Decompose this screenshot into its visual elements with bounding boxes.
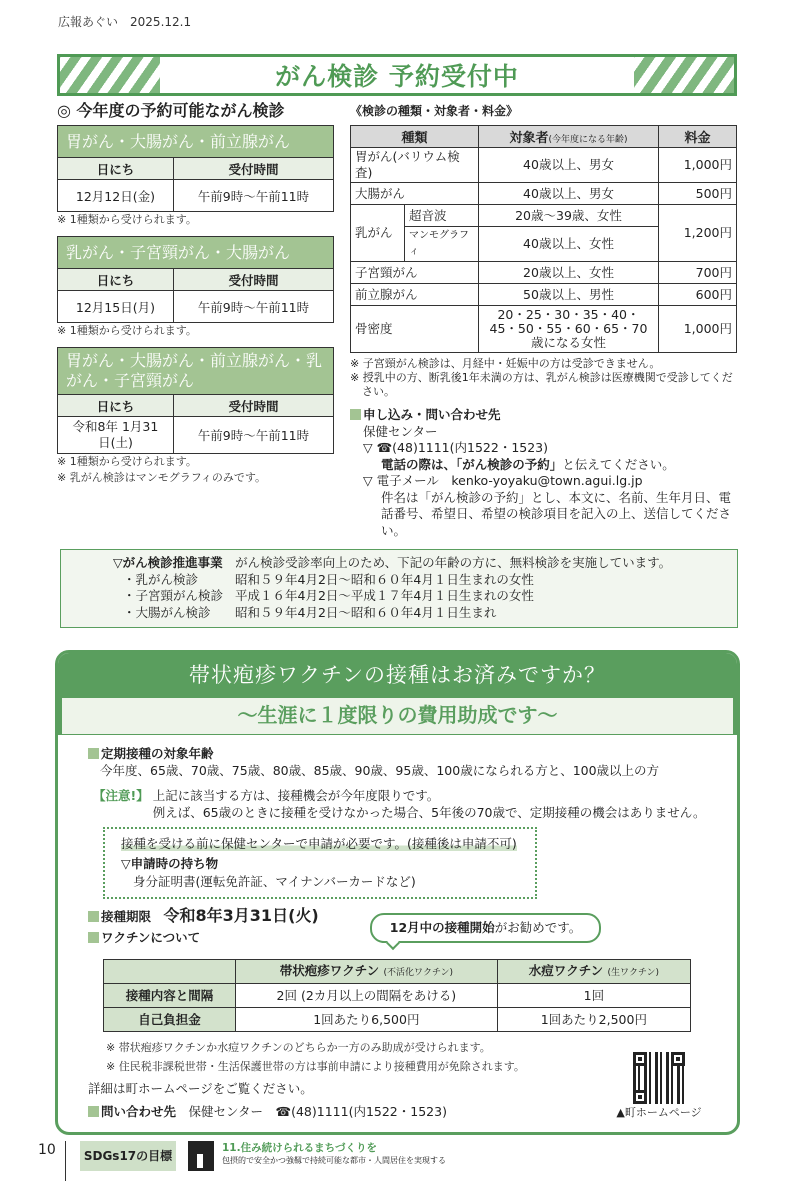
fee-column (350, 101, 741, 539)
promo-item-name: ・大腸がん検診 (123, 604, 211, 620)
footer (38, 1141, 793, 1181)
session-2 (57, 236, 334, 339)
table-row (351, 306, 737, 353)
session-time: 午前9時～午前11時 (173, 180, 333, 212)
contact-phone: ▽ ☎(48)1111(内1522・1523) (363, 440, 549, 455)
col-vaccine-name: 水痘ワクチン (528, 962, 604, 978)
session-date: 令和8年 1月31日(土) (58, 417, 174, 454)
cell-fee: 1,200円 (659, 205, 737, 262)
publication-name: 広報あぐい (58, 15, 119, 29)
email-note: 件名は「がん検診の予約」とし、本文に、名前、生年月日、電話番号、希望日、希望の検診項目を記入の上、送信してください。 (381, 489, 732, 538)
apply-note: 接種を受ける前に保健センターで申請が必要です。(接種後は申請不可) (121, 836, 517, 851)
session-note: ※ 1種類から受けられます。 (57, 324, 197, 337)
session-date: 12月12日(金) (58, 180, 174, 212)
goal-title: 11.住み続けられるまちづくりを (222, 1142, 377, 1154)
table-row (104, 1008, 691, 1032)
square-bullet-icon (88, 932, 99, 943)
promo-item-range: 昭和５９年4月2日～昭和６０年4月１日生まれの女性 (235, 571, 534, 587)
stripe-decoration (634, 57, 734, 93)
session-title: 胃がん・大腸がん・前立腺がん・乳がん・子宮頸がん (58, 348, 334, 395)
cell-target: 20歳以上、女性 (479, 262, 659, 284)
deadline-date: 令和8年3月31日(火) (163, 906, 319, 925)
qr-block (609, 1052, 709, 1120)
speech-bubble (370, 913, 601, 943)
cell-fee: 500円 (659, 183, 737, 205)
col-date: 日にち (58, 269, 174, 291)
qr-code[interactable] (633, 1052, 685, 1104)
session-title: 乳がん・子宮頸がん・大腸がん (58, 237, 334, 269)
vaccine-heading: ワクチンについて (101, 930, 201, 945)
cell-fee: 700円 (659, 262, 737, 284)
shingles-contact: 保健センター ☎(48)1111(内1522・1523) (188, 1104, 447, 1119)
cell-target: 20歳～39歳、女性 (479, 205, 659, 227)
col-date: 日にち (58, 395, 174, 417)
contact-email[interactable]: ▽ 電子メール kenko-yoyaku@town.agui.lg.jp (363, 473, 643, 488)
table-row (351, 205, 737, 227)
sdgs-label: SDGs17の目標 (80, 1141, 176, 1171)
shingles-subtitle: ～生涯に１度限りの費用助成です～ (58, 698, 737, 735)
cell-fee: 600円 (659, 284, 737, 306)
session-title: 胃がん・大腸がん・前立腺がん (58, 126, 334, 158)
promo-item-name: ・乳がん検診 (123, 571, 199, 587)
contact-label: 問い合わせ先 (101, 1104, 177, 1119)
fee-note: ※ 子宮頸がん検診は、月経中・妊娠中の方は受診できません。 (350, 357, 661, 370)
col-target-note: (今年度になる年齢) (548, 135, 628, 145)
qr-caption: ▲町ホームページ (616, 1106, 702, 1119)
phone-note-bold: 電話の際は、「がん検診の予約」 (381, 456, 563, 472)
promo-item (113, 588, 729, 605)
schedule-heading: ◎ 今年度の予約可能ながん検診 (57, 101, 285, 120)
details-text: 詳細は町ホームページをご覧ください。 (88, 1081, 313, 1096)
bubble-bold: 12月中の接種開始 (389, 920, 495, 935)
col-vaccine-note: (不活化ワクチン) (383, 967, 454, 978)
promo-desc: がん検診受診率向上のため、下記の年齢の方に、無料検診を実施しています。 (235, 555, 672, 570)
bring-text: 身分証明書(運転免許証、マイナンバーカードなど) (133, 874, 416, 889)
issue-date: 2025.12.1 (130, 15, 192, 29)
schedule-column (57, 101, 334, 494)
promo-box (60, 549, 738, 628)
cell-type: 子宮頸がん (351, 262, 479, 284)
bubble-tail (386, 936, 400, 950)
col-time: 受付時間 (173, 269, 333, 291)
deadline-block (88, 907, 709, 951)
fee-note: ※ 授乳中の方、断乳後1年未満の方は、乳がん検診は医療機関で受診してください。 (350, 371, 733, 398)
age-text: 今年度、65歳、70歳、75歳、80歳、85歳、90歳、95歳、100歳になられる方と、100歳以上の方 (100, 763, 660, 778)
stripe-decoration (60, 57, 160, 93)
cell-target: 50歳以上、男性 (479, 284, 659, 306)
vaccine-note: ※ 帯状疱疹ワクチンか水痘ワクチンのどちらか一方のみ助成が受けられます。 (106, 1041, 491, 1054)
col-vaccine-note: (生ワクチン) (607, 967, 660, 978)
vaccine-note: ※ 住民税非課税世帯・生活保護世帯の方は事前申請により接種費用が免除されます。 (106, 1060, 525, 1073)
session-note: ※ 乳がん検診はマンモグラフィのみです。 (57, 471, 266, 484)
promo-item (113, 605, 729, 622)
shingles-body (58, 735, 737, 1132)
cell: 1回あたり6,500円 (236, 1008, 498, 1032)
table-row (104, 984, 691, 1008)
row-label: 自己負担金 (104, 1008, 236, 1032)
cell-subtype: 超音波 (405, 205, 479, 227)
session-date: 12月15日(月) (58, 291, 174, 323)
deadline-label: 接種期限 (101, 909, 152, 924)
caution-label: 【注意!】 (93, 788, 149, 803)
row-label: 接種内容と間隔 (104, 984, 236, 1008)
bring-heading: ▽申請時の持ち物 (121, 856, 219, 871)
table-row (351, 183, 737, 205)
cell-fee: 1,000円 (659, 306, 737, 353)
cell-type: 前立腺がん (351, 284, 479, 306)
square-bullet-icon (350, 409, 361, 420)
promo-item-range: 平成１６年4月2日～平成１７年4月１日生まれの女性 (235, 588, 534, 603)
shingles-title: 帯状疱疹ワクチンの接種はお済みですか？ (58, 653, 737, 698)
session-time: 午前9時～午前11時 (173, 291, 333, 323)
caution-block (88, 787, 709, 821)
promo-title: ▽がん検診推進事業 (113, 555, 223, 570)
cell-target: 40歳以上、男女 (479, 148, 659, 183)
cell: 1回あたり2,500円 (497, 1008, 690, 1032)
cell-type: 大腸がん (351, 183, 479, 205)
cell-target: 40歳以上、男女 (479, 183, 659, 205)
session-note: ※ 1種類から受けられます。 (57, 213, 197, 226)
fee-table (350, 125, 737, 353)
caution-text: 上記に該当する方は、接種機会が今年度限りです。 (152, 788, 440, 803)
promo-item-range: 昭和５９年4月2日～昭和６０年4月１日生まれ (235, 604, 497, 620)
session-3 (57, 347, 334, 486)
contact-heading: 申し込み・問い合わせ先 (363, 407, 501, 422)
square-bullet-icon (88, 748, 99, 759)
fee-notes (350, 357, 741, 399)
sdg-11-city-icon (188, 1141, 214, 1171)
apply-box (103, 827, 537, 899)
divider (65, 1141, 66, 1181)
caution-example: 例えば、65歳のときに接種を受けなかった場合、5年後の70歳で、定期接種の機会はありません。 (152, 805, 706, 820)
session-1 (57, 125, 334, 228)
col-fee: 料金 (659, 126, 737, 148)
cell-target: 40歳以上、女性 (479, 227, 659, 262)
promo-item (113, 572, 729, 589)
banner-title: がん検診 予約受付中 (275, 62, 519, 91)
phone-note: と伝えてください。 (562, 456, 675, 472)
table-row (351, 148, 737, 183)
cell: 2回 (2カ月以上の間隔をあける) (236, 984, 498, 1008)
cell-type: 乳がん (351, 205, 405, 262)
cell-fee: 1,000円 (659, 148, 737, 183)
col-time: 受付時間 (173, 158, 333, 180)
contact-block (350, 407, 741, 539)
cell-type: 骨密度 (351, 306, 479, 353)
goal-desc: 包摂的で安全かつ強靱で持続可能な都市・人間居住を実現する (222, 1156, 446, 1165)
top-columns (57, 101, 741, 539)
cell: 1回 (497, 984, 690, 1008)
session-note: ※ 1種類から受けられます。 (57, 455, 197, 468)
col-date: 日にち (58, 158, 174, 180)
col-vaccine-name: 帯状疱疹ワクチン (279, 962, 380, 978)
square-bullet-icon (88, 1106, 99, 1117)
vaccine-table (103, 959, 691, 1032)
square-bullet-icon (88, 911, 99, 922)
cell-subtype: マンモグラフィ (405, 227, 479, 262)
col-type: 種類 (351, 126, 479, 148)
cell-target: 20・25・30・35・40・45・50・55・60・65・70歳になる女性 (479, 306, 659, 353)
session-time: 午前9時～午前11時 (173, 417, 333, 454)
contact-org: 保健センター (363, 423, 438, 439)
title-banner (57, 54, 737, 96)
age-heading: 定期接種の対象年齢 (101, 746, 214, 761)
fee-caption: 《検診の種類・対象者・料金》 (350, 104, 519, 118)
col-time: 受付時間 (173, 395, 333, 417)
page-number: 10 (38, 1142, 56, 1158)
cell-type: 胃がん(バリウム検査) (351, 148, 479, 183)
shingles-section (55, 650, 740, 1135)
promo-item-name: ・子宮頸がん検診 (123, 588, 224, 603)
table-row (351, 284, 737, 306)
bottom-row (88, 1038, 709, 1120)
table-row (351, 262, 737, 284)
bubble-text: がお勧めです。 (494, 920, 582, 935)
col-target: 対象者 (509, 131, 549, 146)
page-header (58, 14, 793, 30)
